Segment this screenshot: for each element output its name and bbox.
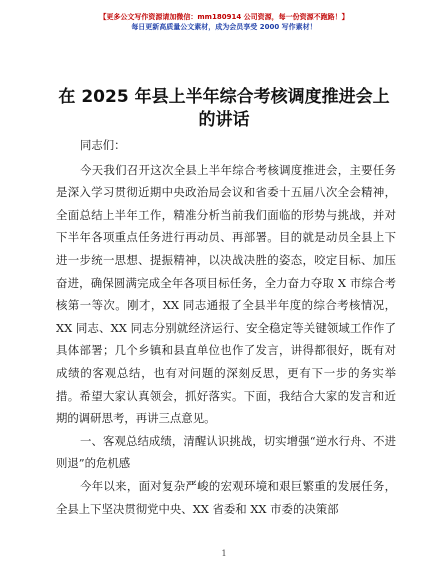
body-paragraph: 今天我们召开这次全县上半年综合考核调度推进会，主要任务是深入学习贯彻近期中央政治局会议和省委十五届八次全会精神，全面总结上半年工作，精准分析当前我们面临的形势与挑战，并对下半年各项重点任务进行再动员、再部署。目的就是动员全县上下进一步统一思想、提振精神，以决战决胜的姿态，咬定目标、加压奋进，确保圆满完成全年各项目标任务，全力奋力夺取 X 市综合考核第一等次。刚才，XX 同志通报了全县半年度的综合考核情况，XX 同志、XX 同志分别就经济运行、安全稳定等关键领域工作作了具体部署；几个乡镇和县直单位也作了发言，讲得都很好，既有对成绩的客观总结，也有对问题的深刻反思，更有下一步的务实举措。希望大家认真领会，抓好落实。下面，我结合大家的发言和近期的调研思考，再讲三点意见。: [56, 162, 396, 426]
section-paragraph: 今年以来，面对复杂严峻的宏观环境和艰巨繁重的发展任务，全县上下坚决贯彻党中央、XX 省委和 XX 市委的决策部: [56, 478, 396, 516]
banner-line-1: 【更多公文写作资源请加微信：mm180914 公司资源，每一份资源不跑路！】: [99, 13, 349, 21]
document-title: 在 2025 年县上半年综合考核调度推进会上的讲话: [58, 87, 390, 130]
salutation: 同志们：: [80, 138, 126, 152]
promo-banner: [0, 12, 448, 32]
section-heading: 一、客观总结成绩，清醒认识挑战，切实增强“逆水行舟、不进则退”的危机感: [56, 433, 396, 471]
page-number: 1: [221, 549, 227, 558]
document-body: [56, 134, 396, 520]
banner-line-2: 每日更新高质量公文素材，成为会员享受 2000 写作素材！: [131, 23, 317, 31]
